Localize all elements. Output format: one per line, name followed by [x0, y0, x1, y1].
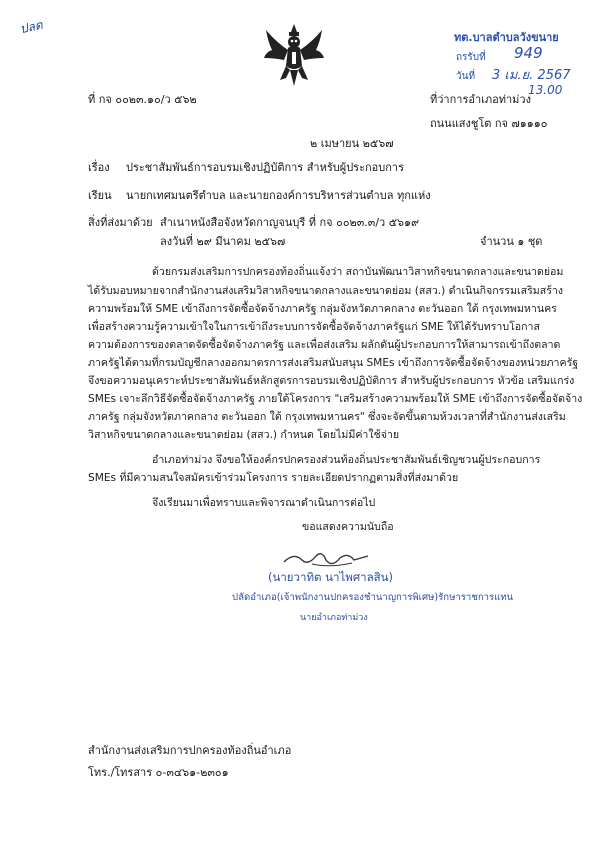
- signer-position: ปลัดอำเภอ(เจ้าพนักงานปกครองชำนาญการพิเศษ)รักษาราชการแทน: [232, 592, 514, 603]
- enclosure-count: จำนวน ๑ ชุด: [480, 235, 543, 248]
- enclosure-date: ลงวันที่ ๒๙ มีนาคม ๒๕๖๗: [160, 235, 286, 248]
- paragraph-line: เพื่อสร้างความรู้ความเข้าใจในการเข้าถึงระบบการจัดซื้อจัดจ้างภาครัฐแก่ SME ให้ได้รับทราบโอกาส: [88, 321, 540, 333]
- recipient-text: นายกเทศมนตรีตำบล และนายกองค์การบริหารส่วนตำบล ทุกแห่ง: [126, 189, 431, 202]
- footer-unit: สำนักงานส่งเสริมการปกครองท้องถิ่นอำเภอ: [88, 744, 292, 757]
- recipient-label: เรียน: [88, 189, 112, 202]
- paragraph-line: SMEs ที่มีความสนใจสมัครเข้าร่วมโครงการ รายละเอียดปรากฏตามสิ่งที่ส่งมาด้วย: [88, 472, 459, 484]
- stamp-received-no-label: ถรรับที่: [456, 52, 486, 63]
- paragraph-line: ด้วยกรมส่งเสริมการปกครองท้องถิ่นแจ้งว่า สถาบันพัฒนาวิสาหกิจขนาดกลางและขนาดย่อม: [152, 266, 564, 278]
- signer-position-2: นายอำเภอท่าม่วง: [300, 613, 368, 623]
- subject-text: ประชาสัมพันธ์การอบรมเชิงปฏิบัติการ สำหรับผู้ประกอบการ: [126, 161, 404, 174]
- paragraph-line: ความพร้อมให้ SME เข้าถึงการจัดซื้อจัดจ้างภาครัฐ กลุ่มจังหวัดภาคกลาง ตะวันออก ใต้ กรุงเทพมหานคร: [88, 303, 557, 315]
- paragraph-line: จึงขอความอนุเคราะห์ประชาสัมพันธ์หลักสูตรการอบรมเชิงปฏิบัติการ สำหรับผู้ประกอบการ หัวข้อ เสริมแกร่ง: [88, 375, 575, 387]
- office-address: ถนนแสงชูโต กจ ๗๑๑๑๐: [430, 117, 548, 130]
- garuda-emblem-icon: [262, 22, 326, 90]
- paragraph-line: ได้รับมอบหมายจากสำนักงานส่งเสริมวิสาหกิจขนาดกลางและขนาดย่อม (สสว.) ดำเนินกิจกรรมเสริมสร้าง: [88, 285, 564, 297]
- paragraph-line: วิสาหกิจขนาดกลางและขนาดย่อม (สสว.) กำหนด โดยไม่มีค่าใช้จ่าย: [88, 429, 400, 441]
- paragraph-line: ภาครัฐ กลุ่มจังหวัดภาคกลาง ตะวันออก ใต้ กรุงเทพมหานคร" ซึ่งจะจัดขึ้นตามห้วงเวลาที่สำนักงานส่งเสริม: [88, 411, 566, 423]
- stamp-time: 13.00: [528, 83, 563, 97]
- subject-label: เรื่อง: [88, 161, 110, 174]
- reference-number: ที่ กจ ๐๐๒๓.๑๐/ว ๕๖๒: [88, 93, 197, 106]
- footer-phone: โทร./โทรสาร ๐-๓๔๖๑-๒๓๐๑: [88, 766, 229, 779]
- stamp-office: ทต.บาลตำบลวังขนาย: [454, 31, 559, 44]
- stamp-received-no: 949: [514, 44, 543, 62]
- stamp-date: 3 เม.ย. 2567: [492, 68, 571, 83]
- document-date: ๒ เมษายน ๒๕๖๗: [310, 137, 394, 150]
- regards-line: ขอแสดงความนับถือ: [302, 521, 394, 533]
- enclosure-text: สำเนาหนังสือจังหวัดกาญจนบุรี ที่ กจ ๐๐๒๓.๓/ว ๕๖๑๙: [160, 216, 420, 229]
- corner-handwritten-mark: ปลด: [18, 17, 44, 37]
- enclosure-label: สิ่งที่ส่งมาด้วย: [88, 216, 153, 229]
- paragraph-line: SMEs เจาะลึกวิธีจัดซื้อจัดจ้างภาครัฐ ภายใต้โครงการ "เสริมสร้างความพร้อมให้ SME เข้าถึงการจัดซื้อจัดจ้าง: [88, 393, 583, 405]
- closing-line: จึงเรียนมาเพื่อทราบและพิจารณาดำเนินการต่อไป: [152, 497, 376, 509]
- paragraph-line: ภาครัฐได้ตามที่กรมบัญชีกลางออกมาตรการส่งเสริมสนับสนุน SMEs เข้าถึงการจัดซื้อจัดจ้างของหน่วยภาครัฐ: [88, 357, 579, 369]
- issuing-office: ที่ว่าการอำเภอท่าม่วง: [430, 93, 531, 106]
- signer-name: (นายวาทิต นาไพศาลสิน): [268, 570, 394, 584]
- paragraph-line: ความต้องการของตลาดจัดซื้อจัดจ้างภาครัฐ และเพื่อส่งเสริม ผลักดันผู้ประกอบการให้สามารถเข้าถึงตลาด: [88, 339, 561, 351]
- signature-icon: [282, 548, 372, 570]
- paragraph-line: อำเภอท่าม่วง จึงขอให้องค์กรปกครองส่วนท้องถิ่นประชาสัมพันธ์เชิญชวนผู้ประกอบการ: [152, 454, 541, 466]
- stamp-date-label: วันที่: [456, 71, 476, 82]
- receiving-stamp: [440, 12, 590, 104]
